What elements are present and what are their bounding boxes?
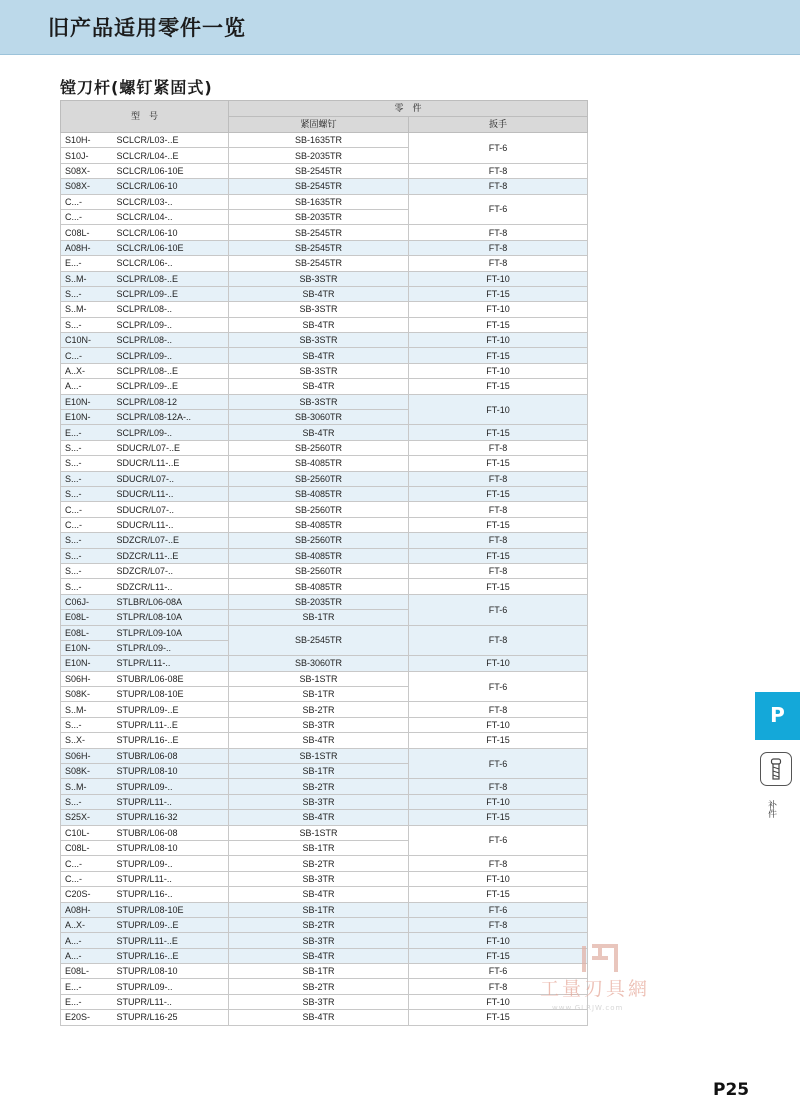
holder-prefix-cell: E...-	[65, 981, 82, 992]
table-row	[61, 625, 588, 640]
holder-prefix-cell: C...-	[65, 212, 82, 223]
watermark	[532, 942, 682, 1032]
insert-model-cell: SCLPR/L08-..	[116, 304, 173, 315]
table-row	[61, 486, 588, 501]
watermark-logo	[580, 942, 620, 976]
wrench-cell: FT-10	[409, 717, 588, 732]
holder-prefix-cell: C...-	[65, 504, 82, 515]
table-row	[61, 1010, 588, 1025]
screw-cell: SB-2035TR	[229, 594, 409, 609]
wrench-cell: FT-10	[409, 871, 588, 886]
section-title: 镗刀杆(螺钉紧固式)	[60, 78, 213, 97]
insert-model-cell: SDUCR/L11-..	[116, 519, 174, 530]
screw-cell: SB-4TR	[229, 317, 409, 332]
wrench-cell: FT-10	[409, 271, 588, 286]
header-parts: 零 件	[229, 101, 588, 117]
screw-cell: SB-3060TR	[229, 656, 409, 671]
table-row	[61, 810, 588, 825]
holder-prefix-cell: S..M-	[65, 304, 87, 315]
holder-prefix-cell: A08H-	[65, 904, 91, 915]
wrench-cell: FT-15	[409, 579, 588, 594]
holder-prefix-cell: S08X-	[65, 181, 91, 192]
wrench-cell: FT-8	[409, 625, 588, 656]
screw-cell: SB-1635TR	[229, 133, 409, 148]
table-row	[61, 302, 588, 317]
holder-prefix-cell: E10N-	[65, 643, 91, 654]
wrench-cell: FT-8	[409, 779, 588, 794]
holder-prefix-cell: S...-	[65, 566, 82, 577]
screw-cell: SB-2560TR	[229, 440, 409, 455]
insert-model-cell: SCLCR/L06-10E	[116, 165, 184, 176]
wrench-cell: FT-15	[409, 379, 588, 394]
table-row	[61, 979, 588, 994]
table-row	[61, 933, 588, 948]
wrench-cell: FT-10	[409, 363, 588, 378]
holder-prefix-cell: A..X-	[65, 920, 86, 931]
screw-cell: SB-2035TR	[229, 209, 409, 224]
wrench-cell: FT-6	[409, 825, 588, 856]
screw-cell: SB-2545TR	[229, 179, 409, 194]
insert-model-cell: STLBR/L06-08A	[116, 596, 183, 607]
table-row	[61, 902, 588, 917]
insert-model-cell: SCLPR/L08-..E	[116, 273, 179, 284]
insert-model-cell: STUPR/L11-..	[116, 796, 172, 807]
insert-model-cell: SDZCR/L11-..E	[116, 550, 179, 561]
insert-model-cell: SDZCR/L07-..	[116, 566, 174, 577]
insert-model-cell: STUPR/L09-..	[116, 858, 173, 869]
screw-cell: SB-3STR	[229, 302, 409, 317]
wrench-cell: FT-8	[409, 471, 588, 486]
insert-model-cell: SDUCR/L11-..E	[116, 458, 180, 469]
wrench-cell: FT-6	[409, 902, 588, 917]
holder-prefix-cell: S...-	[65, 443, 82, 453]
table-row	[61, 533, 588, 548]
wrench-cell: FT-8	[409, 256, 588, 271]
holder-prefix-cell: E20S-	[65, 1012, 91, 1023]
holder-prefix-cell: S25X-	[65, 812, 91, 823]
holder-prefix-cell: E08L-	[65, 612, 90, 623]
holder-prefix-cell: S10H-	[65, 135, 91, 146]
screw-cell: SB-2560TR	[229, 533, 409, 548]
table-row	[61, 671, 588, 686]
table-row	[61, 271, 588, 286]
table-row	[61, 856, 588, 871]
holder-prefix-cell: S...-	[65, 720, 82, 731]
screw-cell: SB-2TR	[229, 779, 409, 794]
screw-cell: SB-4TR	[229, 286, 409, 301]
screw-cell: SB-3STR	[229, 333, 409, 348]
holder-prefix-cell: S...-	[65, 581, 82, 592]
wrench-cell: FT-6	[409, 964, 588, 979]
table-row	[61, 286, 588, 301]
screw-cell: SB-4085TR	[229, 548, 409, 563]
screw-cell: SB-3060TR	[229, 410, 409, 425]
screw-cell: SB-4TR	[229, 1010, 409, 1025]
insert-model-cell: STLPR/L09-..	[116, 643, 172, 654]
holder-prefix-cell: C10N-	[65, 335, 92, 346]
holder-prefix-cell: S..M-	[65, 704, 87, 715]
holder-prefix-cell: E...-	[65, 427, 82, 438]
section-tab-letter: P	[770, 703, 785, 727]
screw-cell: SB-2TR	[229, 702, 409, 717]
holder-prefix-cell: C...-	[65, 350, 82, 361]
table-row	[61, 240, 588, 255]
screw-cell: SB-3STR	[229, 394, 409, 409]
screw-cell: SB-2TR	[229, 917, 409, 932]
wrench-cell: FT-15	[409, 486, 588, 501]
table-row	[61, 517, 588, 532]
wrench-cell: FT-6	[409, 194, 588, 225]
insert-model-cell: STLPR/L09-10A	[116, 627, 183, 638]
insert-model-cell: STUPR/L08-10	[116, 766, 178, 777]
holder-prefix-cell: E08L-	[65, 627, 90, 638]
holder-prefix-cell: C06J-	[65, 596, 90, 607]
table-row	[61, 456, 588, 471]
wrench-cell: FT-10	[409, 302, 588, 317]
wrench-cell: FT-8	[409, 702, 588, 717]
table-row	[61, 948, 588, 963]
screw-cell: SB-1TR	[229, 840, 409, 855]
screw-cell: SB-3STR	[229, 271, 409, 286]
table-row	[61, 871, 588, 886]
wrench-cell: FT-15	[409, 348, 588, 363]
page-header	[0, 0, 800, 55]
table-row	[61, 825, 588, 840]
wrench-cell: FT-8	[409, 163, 588, 178]
table-row	[61, 133, 588, 148]
insert-model-cell: SCLCR/L06-..	[116, 258, 173, 269]
table-row	[61, 163, 588, 178]
holder-prefix-cell: S...-	[65, 550, 82, 561]
insert-model-cell: STUPR/L11-..	[116, 997, 172, 1008]
table-row	[61, 717, 588, 732]
holder-prefix-cell: S...-	[65, 289, 82, 300]
table-row	[61, 964, 588, 979]
screw-cell: SB-2545TR	[229, 163, 409, 178]
insert-model-cell: STUPR/L11-..E	[116, 720, 178, 731]
holder-prefix-cell: A...-	[65, 935, 82, 946]
table-row	[61, 548, 588, 563]
table-row	[61, 425, 588, 440]
screw-cell: SB-1TR	[229, 902, 409, 917]
insert-model-cell: STUPR/L09-..E	[116, 704, 179, 715]
insert-model-cell: STUPR/L16-..	[116, 889, 173, 900]
screw-cell: SB-3TR	[229, 933, 409, 948]
insert-model-cell: SCLPR/L08-12	[116, 396, 178, 407]
screw-cell: SB-1TR	[229, 764, 409, 779]
holder-prefix-cell: C20S-	[65, 889, 91, 900]
table-header	[61, 101, 588, 133]
insert-model-cell: SCLPR/L08-..E	[116, 366, 179, 377]
holder-prefix-cell: C...-	[65, 873, 82, 884]
holder-prefix-cell: S06H-	[65, 673, 91, 684]
wrench-cell: FT-15	[409, 887, 588, 902]
holder-prefix-cell: E10N-	[65, 412, 91, 423]
watermark-url: www.GLRJW.com	[552, 1004, 624, 1012]
holder-prefix-cell: E...-	[65, 997, 82, 1008]
watermark-text: 工量刃具網	[540, 978, 651, 1000]
wrench-cell: FT-8	[409, 979, 588, 994]
insert-model-cell: SCLPR/L09-..E	[116, 289, 179, 300]
holder-prefix-cell: S06H-	[65, 750, 91, 761]
insert-model-cell: SCLPR/L09-..	[116, 319, 173, 330]
header-model: 型 号	[61, 101, 229, 133]
insert-model-cell: SCLCR/L06-10E	[116, 242, 184, 253]
holder-prefix-cell: C08L-	[65, 843, 90, 854]
holder-prefix-cell: E10N-	[65, 658, 91, 669]
screw-cell: SB-3TR	[229, 794, 409, 809]
screw-cell: SB-4085TR	[229, 486, 409, 501]
header-screw: 紧固螺钉	[229, 117, 409, 133]
insert-model-cell: SDZCR/L11-..	[116, 581, 173, 592]
screw-cell: SB-4085TR	[229, 579, 409, 594]
holder-prefix-cell: S..X-	[65, 735, 86, 746]
insert-model-cell: SDZCR/L07-..E	[116, 535, 180, 546]
insert-model-cell: SCLPR/L09-..E	[116, 381, 179, 392]
screw-cell: SB-4TR	[229, 425, 409, 440]
page-number: P25	[713, 1080, 750, 1100]
holder-prefix-cell: S...-	[65, 319, 82, 330]
screw-cell: SB-1STR	[229, 671, 409, 686]
insert-model-cell: SDUCR/L11-..	[116, 489, 174, 500]
table-row	[61, 579, 588, 594]
holder-prefix-cell: S...-	[65, 473, 82, 484]
table-row	[61, 794, 588, 809]
holder-prefix-cell: S08K-	[65, 689, 91, 700]
holder-prefix-cell: S10J-	[65, 150, 89, 161]
insert-model-cell: STUPR/L11-..E	[116, 935, 178, 946]
screw-cell: SB-4TR	[229, 810, 409, 825]
wrench-cell: FT-15	[409, 456, 588, 471]
insert-model-cell: STLPR/L11-..	[116, 658, 171, 669]
holder-prefix-cell: A08H-	[65, 242, 91, 253]
table-row	[61, 594, 588, 609]
insert-model-cell: SCLCR/L06-10	[116, 227, 178, 238]
wrench-cell: FT-8	[409, 502, 588, 517]
wrench-cell: FT-15	[409, 548, 588, 563]
wrench-cell: FT-15	[409, 286, 588, 301]
insert-model-cell: STUBR/L06-08	[116, 827, 178, 838]
wrench-cell: FT-10	[409, 333, 588, 348]
insert-model-cell: STUPR/L16-32	[116, 812, 178, 823]
insert-model-cell: STUPR/L08-10	[116, 843, 178, 854]
wrench-cell: FT-15	[409, 517, 588, 532]
insert-model-cell: SDUCR/L07-..	[116, 473, 175, 484]
insert-model-cell: STUPR/L09-..E	[116, 920, 179, 931]
insert-model-cell: SCLCR/L06-10	[116, 181, 178, 192]
section-tab-p[interactable]	[755, 692, 800, 740]
screw-cell: SB-3TR	[229, 871, 409, 886]
holder-prefix-cell: S...-	[65, 489, 82, 500]
holder-prefix-cell: S..M-	[65, 781, 87, 792]
table-row	[61, 225, 588, 240]
screw-cell: SB-4TR	[229, 379, 409, 394]
wrench-cell: FT-8	[409, 179, 588, 194]
screw-cell: SB-2560TR	[229, 471, 409, 486]
table-row	[61, 394, 588, 409]
screw-cell: SB-2545TR	[229, 625, 409, 656]
holder-prefix-cell: C...-	[65, 519, 82, 530]
wrench-cell: FT-6	[409, 594, 588, 625]
holder-prefix-cell: C10L-	[65, 827, 90, 838]
screw-cell: SB-3TR	[229, 994, 409, 1009]
insert-model-cell: STUPR/L09-..	[116, 781, 173, 792]
table-row	[61, 917, 588, 932]
table-row	[61, 502, 588, 517]
wrench-cell: FT-6	[409, 671, 588, 702]
wrench-cell: FT-15	[409, 733, 588, 748]
wrench-cell: FT-8	[409, 533, 588, 548]
holder-prefix-cell: A...-	[65, 381, 82, 392]
insert-model-cell: SCLPR/L09-..	[116, 427, 173, 438]
screw-cell: SB-2545TR	[229, 256, 409, 271]
screw-cell: SB-4085TR	[229, 456, 409, 471]
insert-model-cell: SCLCR/L03-..	[116, 196, 173, 207]
screw-cell: SB-1TR	[229, 964, 409, 979]
table-row	[61, 702, 588, 717]
screw-cell: SB-2560TR	[229, 563, 409, 578]
insert-model-cell: STUBR/L06-08E	[116, 673, 184, 684]
screw-cell: SB-1635TR	[229, 194, 409, 209]
screw-cell: SB-2TR	[229, 856, 409, 871]
holder-prefix-cell: S..M-	[65, 273, 87, 284]
wrench-cell: FT-15	[409, 425, 588, 440]
screw-cell: SB-4TR	[229, 348, 409, 363]
table-row	[61, 994, 588, 1009]
table-row	[61, 656, 588, 671]
screw-cell: SB-4TR	[229, 887, 409, 902]
wrench-cell: FT-6	[409, 748, 588, 779]
insert-model-cell: STUPR/L11-..	[116, 873, 172, 884]
holder-prefix-cell: C...-	[65, 196, 82, 207]
insert-model-cell: STUBR/L06-08	[116, 750, 178, 761]
insert-model-cell: SCLCR/L04-..	[116, 212, 173, 223]
table-row	[61, 348, 588, 363]
holder-prefix-cell: S08X-	[65, 165, 91, 176]
screw-cell: SB-2545TR	[229, 225, 409, 240]
side-label: 补件	[766, 800, 776, 818]
holder-prefix-cell: S...-	[65, 796, 82, 807]
holder-prefix-cell: A..X-	[65, 366, 86, 377]
wrench-cell: FT-8	[409, 225, 588, 240]
wrench-cell: FT-15	[409, 317, 588, 332]
wrench-cell: FT-8	[409, 856, 588, 871]
table-row	[61, 748, 588, 763]
screw-cell: SB-4085TR	[229, 517, 409, 532]
insert-model-cell: SDUCR/L07-..	[116, 504, 175, 515]
screw-cell: SB-2035TR	[229, 148, 409, 163]
insert-model-cell: STUPR/L16-..E	[116, 735, 179, 746]
wrench-cell: FT-15	[409, 810, 588, 825]
table-row	[61, 733, 588, 748]
insert-model-cell: STUPR/L08-10E	[116, 904, 184, 915]
insert-model-cell: STUPR/L09-..	[116, 981, 173, 992]
holder-prefix-cell: S...-	[65, 535, 82, 546]
parts-table	[60, 100, 588, 1026]
insert-model-cell: STUPR/L16-..E	[116, 950, 179, 961]
holder-prefix-cell: E10N-	[65, 396, 91, 407]
wrench-cell: FT-10	[409, 656, 588, 671]
wrench-cell: FT-10	[409, 933, 588, 948]
holder-prefix-cell: A...-	[65, 950, 82, 961]
wrench-cell: FT-8	[409, 440, 588, 455]
holder-prefix-cell: C08L-	[65, 227, 90, 238]
insert-model-cell: STLPR/L08-10A	[116, 612, 183, 623]
table-row	[61, 194, 588, 209]
table-row	[61, 333, 588, 348]
insert-model-cell: STUPR/L08-10E	[116, 689, 184, 700]
holder-prefix-cell: C...-	[65, 858, 82, 869]
wrench-cell: FT-6	[409, 133, 588, 164]
insert-model-cell: SDUCR/L07-..E	[116, 443, 181, 453]
screw-cell: SB-1STR	[229, 748, 409, 763]
table-row	[61, 779, 588, 794]
screw-icon	[760, 752, 792, 786]
insert-model-cell: SCLCR/L03-..E	[116, 135, 179, 146]
screw-cell: SB-3TR	[229, 717, 409, 732]
table-row	[61, 471, 588, 486]
table-row	[61, 256, 588, 271]
screw-cell: SB-4TR	[229, 948, 409, 963]
table-row	[61, 317, 588, 332]
insert-model-cell: STUPR/L16-25	[116, 1012, 178, 1023]
wrench-cell: FT-15	[409, 1010, 588, 1025]
holder-prefix-cell: S08K-	[65, 766, 91, 777]
table-row	[61, 440, 588, 455]
header-wrench: 扳手	[409, 117, 588, 133]
wrench-cell: FT-8	[409, 917, 588, 932]
holder-prefix-cell: E08L-	[65, 966, 90, 977]
wrench-cell: FT-10	[409, 794, 588, 809]
wrench-cell: FT-8	[409, 563, 588, 578]
screw-cell: SB-1TR	[229, 687, 409, 702]
screw-cell: SB-1TR	[229, 610, 409, 625]
insert-model-cell: SCLPR/L08-..	[116, 335, 173, 346]
wrench-cell: FT-8	[409, 240, 588, 255]
screw-cell: SB-3STR	[229, 363, 409, 378]
table-row	[61, 887, 588, 902]
table-body	[61, 133, 588, 1026]
insert-model-cell: SCLCR/L04-..E	[116, 150, 179, 161]
screw-icon-graphic	[761, 753, 791, 785]
insert-model-cell: SCLPR/L09-..	[116, 350, 173, 361]
table-row	[61, 563, 588, 578]
screw-cell: SB-2545TR	[229, 240, 409, 255]
holder-prefix-cell: S...-	[65, 458, 82, 469]
wrench-cell: FT-10	[409, 994, 588, 1009]
holder-prefix-cell: E...-	[65, 258, 82, 269]
page-title: 旧产品适用零件一览	[48, 16, 246, 40]
wrench-cell: FT-10	[409, 394, 588, 425]
table-row	[61, 379, 588, 394]
screw-cell: SB-1STR	[229, 825, 409, 840]
table-row	[61, 363, 588, 378]
screw-cell: SB-4TR	[229, 733, 409, 748]
table-row	[61, 179, 588, 194]
insert-model-cell: STUPR/L08-10	[116, 966, 178, 977]
wrench-cell: FT-15	[409, 948, 588, 963]
insert-model-cell: SCLPR/L08-12A-..	[116, 412, 192, 423]
screw-cell: SB-2560TR	[229, 502, 409, 517]
screw-cell: SB-2TR	[229, 979, 409, 994]
